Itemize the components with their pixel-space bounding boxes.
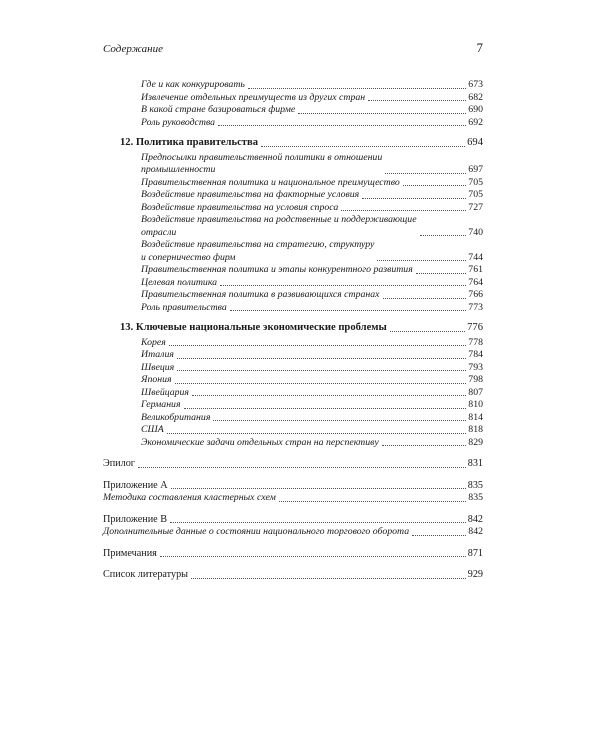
toc-entry[interactable]: Роль правительства 773 — [141, 301, 483, 313]
toc-entry[interactable]: Роль руководства 692 — [141, 116, 483, 128]
toc-entry[interactable]: Правительственная политика и этапы конкурентного развития 761 — [141, 264, 483, 275]
page-number: 7 — [476, 40, 483, 55]
toc-entry[interactable]: Италия 784 — [141, 349, 483, 360]
toc-entry[interactable]: Предпосылки правительственной политики в отношении промышленности 697 — [141, 151, 483, 175]
toc-part[interactable]: Список литературы 929 — [103, 569, 483, 580]
running-header — [103, 40, 483, 61]
toc-entry[interactable]: Где и как конкурировать 673 — [141, 79, 483, 90]
toc-entry[interactable]: Воздействие правительства на родственные и поддерживающие отрасли 740 — [141, 214, 483, 238]
toc-entry[interactable]: Дополнительные данные о состоянии национального торгового оборота 842 — [103, 526, 483, 537]
section-title: Содержание — [103, 43, 164, 55]
toc-entry[interactable]: Корея 778 — [141, 336, 483, 348]
toc-entry[interactable]: США 818 — [141, 424, 483, 435]
toc-entry[interactable]: Правительственная политика и национальное преимущество 705 — [141, 176, 483, 188]
toc-chapter[interactable]: 12. Политика правительства 694 — [120, 137, 483, 148]
toc-entry[interactable]: Воздействие правительства на условия спроса 727 — [141, 201, 483, 213]
toc-entry[interactable]: Великобритания 814 — [141, 411, 483, 423]
toc-entry[interactable]: Япония 798 — [141, 374, 483, 385]
toc-entry[interactable]: Правительственная политика в развивающихся странах 766 — [141, 289, 483, 300]
toc-part[interactable]: Примечания 871 — [103, 547, 483, 559]
toc-entry[interactable]: Воздействие правительства на стратегию, структуру и соперничество фирм 744 — [141, 239, 483, 263]
toc-entry[interactable]: Методика составления кластерных схем 835 — [103, 492, 483, 503]
toc-entry[interactable]: Целевая политика 764 — [141, 276, 483, 288]
toc-part[interactable]: Приложение B 842 — [103, 513, 483, 525]
toc-entry[interactable]: Швеция 793 — [141, 361, 483, 373]
toc-entry[interactable]: В какой стране базироваться фирме 690 — [141, 104, 483, 115]
toc-entry[interactable]: Германия 810 — [141, 399, 483, 410]
toc-entry[interactable]: Извлечение отдельных преимуществ из других стран 682 — [141, 91, 483, 103]
toc-part[interactable]: Приложение А 835 — [103, 479, 483, 491]
toc-entry[interactable]: Воздействие правительства на факторные условия 705 — [141, 189, 483, 200]
toc-part[interactable]: Эпилог 831 — [103, 458, 483, 469]
table-of-contents — [103, 79, 483, 582]
toc-entry[interactable]: Швейцария 807 — [141, 386, 483, 398]
toc-entry[interactable]: Экономические задачи отдельных стран на перспективу 829 — [141, 436, 483, 448]
toc-chapter[interactable]: 13. Ключевые национальные экономические проблемы 776 — [120, 322, 483, 333]
